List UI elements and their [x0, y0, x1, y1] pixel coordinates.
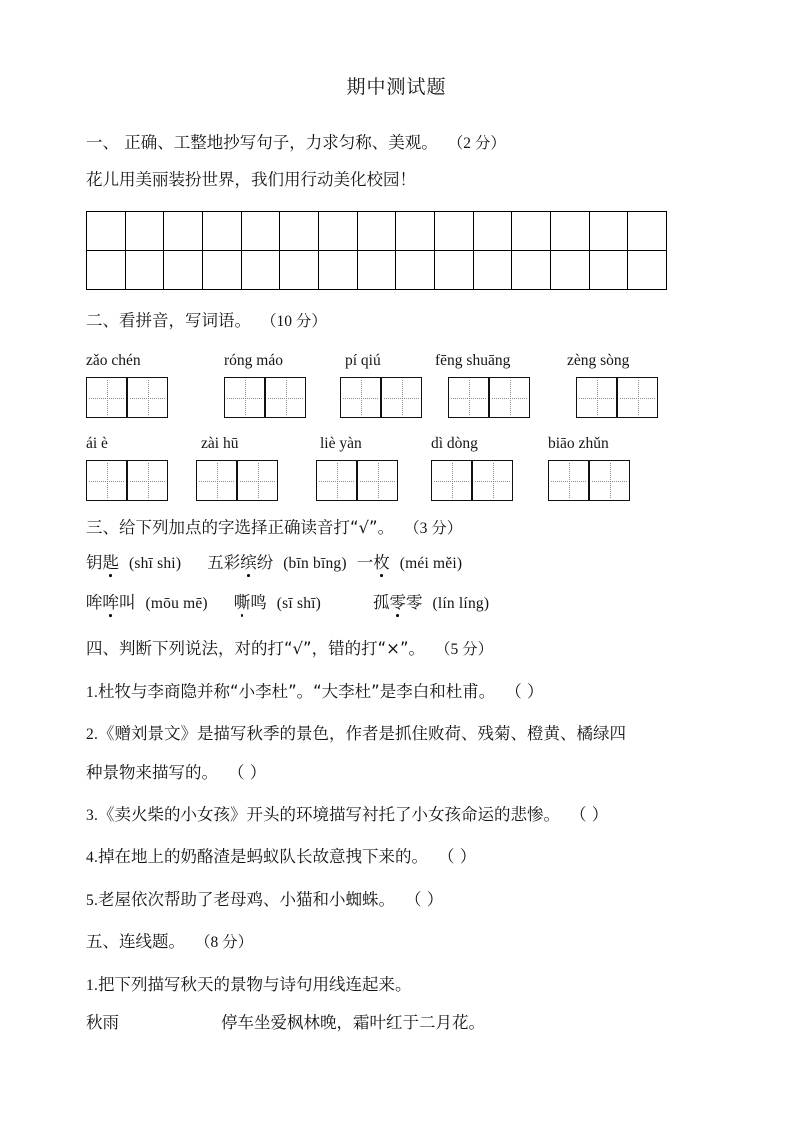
tianzige-cell[interactable]: [431, 460, 472, 501]
tianzige-cell[interactable]: [589, 460, 630, 501]
grid-cell[interactable]: [87, 251, 126, 290]
grid-cell[interactable]: [358, 251, 397, 290]
matching-right-term[interactable]: 停车坐爱枫林晚，霜叶红于二月花。: [221, 1013, 485, 1032]
pinyin-label: zǎo chén: [86, 352, 141, 369]
item-word-pre: 五彩: [207, 553, 241, 572]
pronunciation-item[interactable]: [357, 553, 462, 572]
grid-cell[interactable]: [551, 251, 590, 290]
item-word-dotted: 匙: [102, 553, 119, 572]
section-three-row-1: [86, 553, 462, 574]
judge-item-2-line-2: [86, 763, 266, 783]
tianzige-cell[interactable]: [489, 377, 530, 418]
copy-writing-grid[interactable]: [86, 211, 667, 290]
item-text: 《卖火柴的小女孩》开头的环境描写衬托了小女孩命运的悲惨。: [98, 805, 561, 824]
pinyin-label: fēng shuāng: [435, 352, 511, 369]
word-box-group[interactable]: [340, 377, 422, 418]
matching-left-term[interactable]: 秋雨: [86, 1013, 119, 1032]
grid-cell[interactable]: [319, 251, 358, 290]
grid-cell[interactable]: [203, 212, 242, 251]
word-box-group[interactable]: [224, 377, 306, 418]
item-number: 1.: [86, 684, 99, 701]
pinyin-label: zài hū: [201, 435, 239, 452]
item-choices[interactable]: (sī shī): [276, 595, 322, 612]
section-four-heading: [86, 639, 493, 660]
judge-item-1: [86, 682, 543, 703]
grid-cell[interactable]: [590, 212, 629, 251]
item-number: 2.: [86, 726, 99, 743]
grid-cell[interactable]: [512, 212, 551, 251]
tianzige-cell[interactable]: [316, 460, 357, 501]
item-word-pre: 一: [356, 553, 374, 572]
section-three-heading: [86, 518, 462, 539]
word-box-row-2: [86, 460, 706, 502]
tianzige-cell[interactable]: [86, 460, 127, 501]
section-five-heading: [86, 932, 253, 953]
tianzige-cell[interactable]: [576, 377, 617, 418]
subitem-number: 1.: [86, 977, 99, 994]
grid-cell[interactable]: [435, 251, 474, 290]
section-two-heading-text: 二、看拼音，写词语。: [86, 311, 251, 330]
tianzige-cell[interactable]: [381, 377, 422, 418]
subitem-text: 把下列描写秋天的景物与诗句用线连起来。: [98, 975, 412, 994]
section-one-heading: [86, 133, 506, 154]
tianzige-cell[interactable]: [127, 460, 168, 501]
tianzige-cell[interactable]: [448, 377, 489, 418]
pinyin-label-row-2: [86, 435, 706, 455]
pinyin-label: zèng sòng: [567, 352, 630, 369]
pronunciation-item[interactable]: [234, 593, 321, 612]
item-text: 杜牧与李商隐并称“小李杜”。“大李杜”是李白和杜甫。: [98, 682, 496, 701]
grid-cell[interactable]: [203, 251, 242, 290]
judge-item-5: [86, 890, 443, 911]
judge-item-2-line-1: [86, 724, 626, 745]
word-box-group[interactable]: [196, 460, 278, 501]
item-choices[interactable]: (shī shi): [129, 555, 182, 572]
word-box-group[interactable]: [86, 377, 168, 418]
grid-cell[interactable]: [590, 251, 629, 290]
grid-cell[interactable]: [164, 251, 203, 290]
item-word-pre: 孤: [373, 593, 390, 612]
item-word-post: 纷: [256, 553, 274, 572]
tianzige-cell[interactable]: [548, 460, 589, 501]
section-two-heading: [86, 311, 327, 332]
tianzige-cell[interactable]: [357, 460, 398, 501]
grid-cell[interactable]: [435, 212, 474, 251]
item-word-pre: 哞: [86, 593, 103, 612]
grid-cell[interactable]: [396, 212, 435, 251]
pinyin-label: dì dòng: [431, 435, 478, 452]
section-two-points: （10 分）: [261, 313, 327, 330]
section-five-points: （8 分）: [195, 934, 254, 951]
item-word-dotted: 零: [389, 593, 407, 612]
grid-cell[interactable]: [396, 251, 435, 290]
pinyin-label-row-1: [86, 352, 706, 372]
item-text: 《赠刘景文》是描写秋季的景色，作者是抓住败荷、残菊、橙黄、橘绿四: [98, 724, 627, 743]
tianzige-cell[interactable]: [617, 377, 658, 418]
grid-cell[interactable]: [242, 212, 281, 251]
item-text: 老屋依次帮助了老母鸡、小猫和小蜘蛛。: [98, 890, 396, 909]
section-three-heading-text: 三、给下列加点的字选择正确读音打“√”。: [86, 518, 395, 537]
item-choices[interactable]: (méi měi): [399, 555, 463, 572]
grid-cell[interactable]: [474, 212, 513, 251]
pinyin-label: pí qiú: [345, 352, 381, 369]
pinyin-label: liè yàn: [320, 435, 362, 452]
word-box-group[interactable]: [431, 460, 513, 501]
grid-cell[interactable]: [628, 251, 667, 290]
answer-blank[interactable]: （ ）: [228, 763, 267, 782]
pinyin-label: biāo zhǔn: [548, 435, 609, 452]
tianzige-cell[interactable]: [340, 377, 381, 418]
tianzige-cell[interactable]: [224, 377, 265, 418]
grid-cell[interactable]: [164, 212, 203, 251]
item-word-post: 叫: [119, 593, 136, 612]
item-number: 3.: [86, 807, 99, 824]
tianzige-cell[interactable]: [472, 460, 513, 501]
answer-blank[interactable]: （ ）: [438, 847, 477, 866]
section-one-sentence: 花儿用美丽装扮世界，我们用行动美化校园！: [86, 170, 416, 189]
item-word-dotted: 嘶: [233, 593, 251, 612]
word-box-group[interactable]: [576, 377, 658, 418]
pronunciation-item[interactable]: [373, 593, 489, 612]
word-box-group[interactable]: [316, 460, 398, 501]
page-title: 期中测试题: [346, 76, 447, 98]
section-three-points: （3 分）: [404, 520, 463, 537]
tianzige-cell[interactable]: [237, 460, 278, 501]
word-box-group[interactable]: [86, 460, 168, 501]
grid-cell[interactable]: [628, 212, 667, 251]
item-choices[interactable]: (lín líng): [432, 595, 490, 612]
matching-row: [86, 1013, 485, 1033]
grid-cell[interactable]: [87, 212, 126, 251]
section-four-points: （5 分）: [435, 641, 494, 658]
grid-cell[interactable]: [242, 251, 281, 290]
item-number: 5.: [86, 892, 99, 909]
section-five-heading-text: 五、连线题。: [86, 932, 185, 951]
judge-item-3: [86, 805, 608, 826]
word-box-group[interactable]: [448, 377, 530, 418]
grid-cell[interactable]: [319, 212, 358, 251]
item-word-dotted: 哞: [102, 593, 119, 612]
item-word-post: 鸣: [250, 593, 267, 612]
section-one-points: （2 分）: [447, 135, 506, 152]
item-text: 种景物来描写的。: [86, 763, 218, 782]
judge-item-4: [86, 847, 476, 868]
section-one-heading-text: 一、 正确、工整地抄写句子，力求匀称、美观。: [86, 133, 438, 152]
item-word-pre: 钥: [86, 553, 103, 572]
item-word-dotted: 枚: [373, 553, 390, 572]
grid-cell[interactable]: [512, 251, 551, 290]
pronunciation-item[interactable]: [207, 553, 347, 572]
tianzige-cell[interactable]: [265, 377, 306, 418]
pinyin-label: róng máo: [224, 352, 283, 369]
answer-blank[interactable]: （ ）: [570, 805, 609, 824]
grid-cell[interactable]: [474, 251, 513, 290]
item-word-post: 零: [406, 593, 423, 612]
grid-cell[interactable]: [358, 212, 397, 251]
grid-cell[interactable]: [551, 212, 590, 251]
item-number: 4.: [86, 849, 99, 866]
pinyin-label: ái è: [86, 435, 108, 452]
grid-cell[interactable]: [126, 251, 165, 290]
tianzige-cell[interactable]: [196, 460, 237, 501]
item-choices[interactable]: (bīn bīng): [283, 555, 347, 572]
section-four-heading-text: 四、判断下列说法，对的打“√”，错的打“×”。: [86, 639, 426, 658]
grid-cell[interactable]: [280, 212, 319, 251]
pronunciation-item[interactable]: [86, 593, 208, 612]
answer-blank[interactable]: （ ）: [405, 890, 444, 909]
grid-cell[interactable]: [280, 251, 319, 290]
item-choices[interactable]: (mōu mē): [145, 595, 208, 612]
word-box-row-1: [86, 377, 706, 419]
tianzige-cell[interactable]: [127, 377, 168, 418]
pronunciation-item[interactable]: [86, 553, 181, 572]
section-five-subitem: [86, 975, 412, 996]
section-three-row-2: [86, 593, 489, 614]
grid-cell[interactable]: [126, 212, 165, 251]
item-text: 掉在地上的奶酪渣是蚂蚁队长故意拽下来的。: [98, 847, 429, 866]
tianzige-cell[interactable]: [86, 377, 127, 418]
item-word-dotted: 缤: [240, 553, 257, 572]
word-box-group[interactable]: [548, 460, 630, 501]
answer-blank[interactable]: （ ）: [505, 682, 544, 701]
